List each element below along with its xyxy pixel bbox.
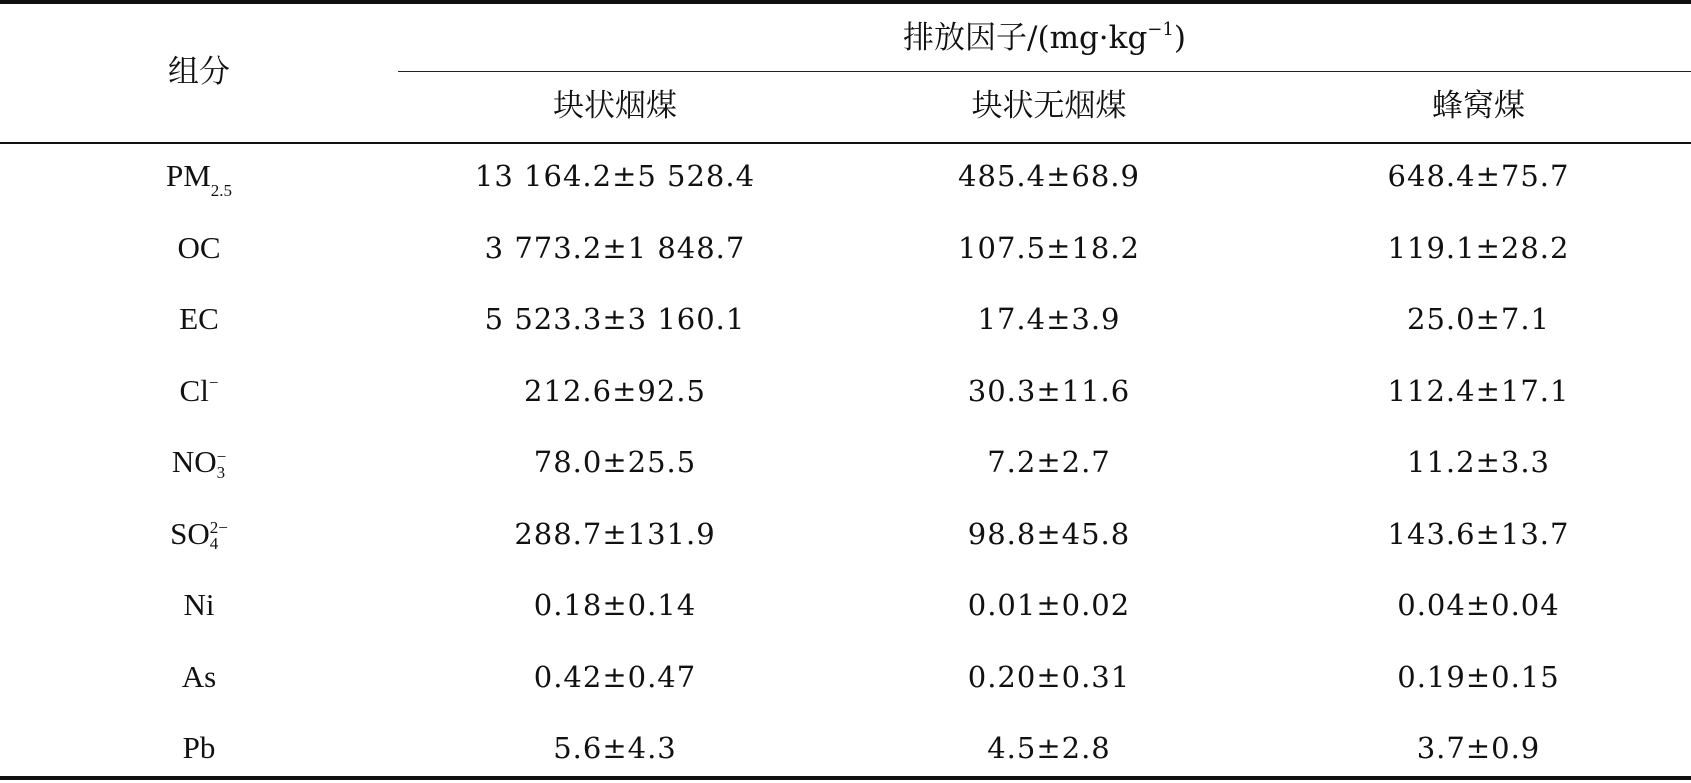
component-cell	[0, 371, 398, 416]
component-name: EC	[179, 301, 219, 336]
component-subscript: 2.5	[210, 181, 233, 200]
component-name: SO	[170, 515, 210, 551]
component-superscript: −	[216, 446, 227, 466]
value-cell: 648.4±75.7	[1387, 159, 1570, 193]
value-cell: 112.4±17.1	[1387, 373, 1570, 408]
value-cell: 0.20±0.31	[967, 659, 1131, 694]
emission-factor-header	[398, 18, 1691, 63]
component-subscript: 4	[209, 534, 219, 554]
value-cell: 4.5±2.8	[987, 731, 1111, 765]
column-header-bituminous-lump: 块状烟煤	[553, 88, 677, 124]
value-cell: 25.0±7.1	[1407, 302, 1550, 336]
group-header-rule	[398, 71, 1691, 72]
component-name: PM	[165, 158, 211, 193]
top-rule	[0, 0, 1691, 4]
value-cell: 0.01±0.02	[967, 588, 1131, 622]
component-name: Pb	[182, 730, 216, 765]
value-cell: 3 773.2±1 848.7	[484, 230, 746, 265]
column-header-honeycomb-briquette: 蜂窝煤	[1432, 88, 1525, 124]
component-cell	[0, 728, 398, 768]
component-subscript: 3	[216, 462, 226, 482]
component-cell	[0, 442, 398, 482]
value-cell: 5 523.3±3 160.1	[484, 302, 746, 336]
value-cell: 98.8±45.8	[967, 516, 1131, 551]
header-rule	[0, 142, 1691, 144]
component-name: As	[181, 658, 217, 694]
component-name: Cl	[179, 372, 209, 408]
value-cell: 212.6±92.5	[524, 373, 706, 408]
value-cell: 7.2±2.7	[987, 445, 1111, 479]
component-name: OC	[177, 229, 221, 265]
component-name: Ni	[183, 587, 215, 622]
component-cell	[0, 156, 398, 201]
value-cell: 0.18±0.14	[533, 588, 697, 622]
value-cell: 0.04±0.04	[1397, 588, 1560, 622]
value-cell: 0.19±0.15	[1397, 659, 1560, 694]
value-cell: 143.6±13.7	[1387, 516, 1570, 551]
value-cell: 30.3±11.6	[967, 373, 1131, 408]
value-cell: 78.0±25.5	[533, 445, 697, 479]
group-header-suffix: )	[1173, 20, 1186, 56]
component-cell	[0, 299, 398, 339]
value-cell: 485.4±68.9	[958, 159, 1140, 193]
bottom-rule	[0, 776, 1691, 780]
column-header-anthracite-lump: 块状无烟煤	[971, 88, 1127, 124]
component-cell	[0, 657, 398, 697]
component-cell	[0, 514, 398, 554]
component-cell	[0, 228, 398, 268]
component-name: NO	[171, 444, 217, 479]
group-header-prefix: 排放因子/(mg·kg	[903, 20, 1148, 56]
component-superscript: 2−	[209, 518, 228, 538]
value-cell: 17.4±3.9	[977, 302, 1121, 336]
value-cell: 0.42±0.47	[533, 659, 697, 694]
value-cell: 119.1±28.2	[1387, 230, 1570, 265]
value-cell: 288.7±131.9	[514, 516, 716, 551]
value-cell: 5.6±4.3	[553, 731, 677, 765]
value-cell: 3.7±0.9	[1416, 731, 1541, 765]
component-superscript: −	[208, 372, 219, 392]
value-cell: 107.5±18.2	[958, 230, 1140, 265]
value-cell: 13 164.2±5 528.4	[474, 159, 756, 193]
component-cell	[0, 585, 398, 625]
value-cell: 11.2±3.3	[1407, 445, 1550, 479]
group-header-sup: −1	[1147, 19, 1174, 40]
component-header: 组分	[168, 54, 230, 90]
